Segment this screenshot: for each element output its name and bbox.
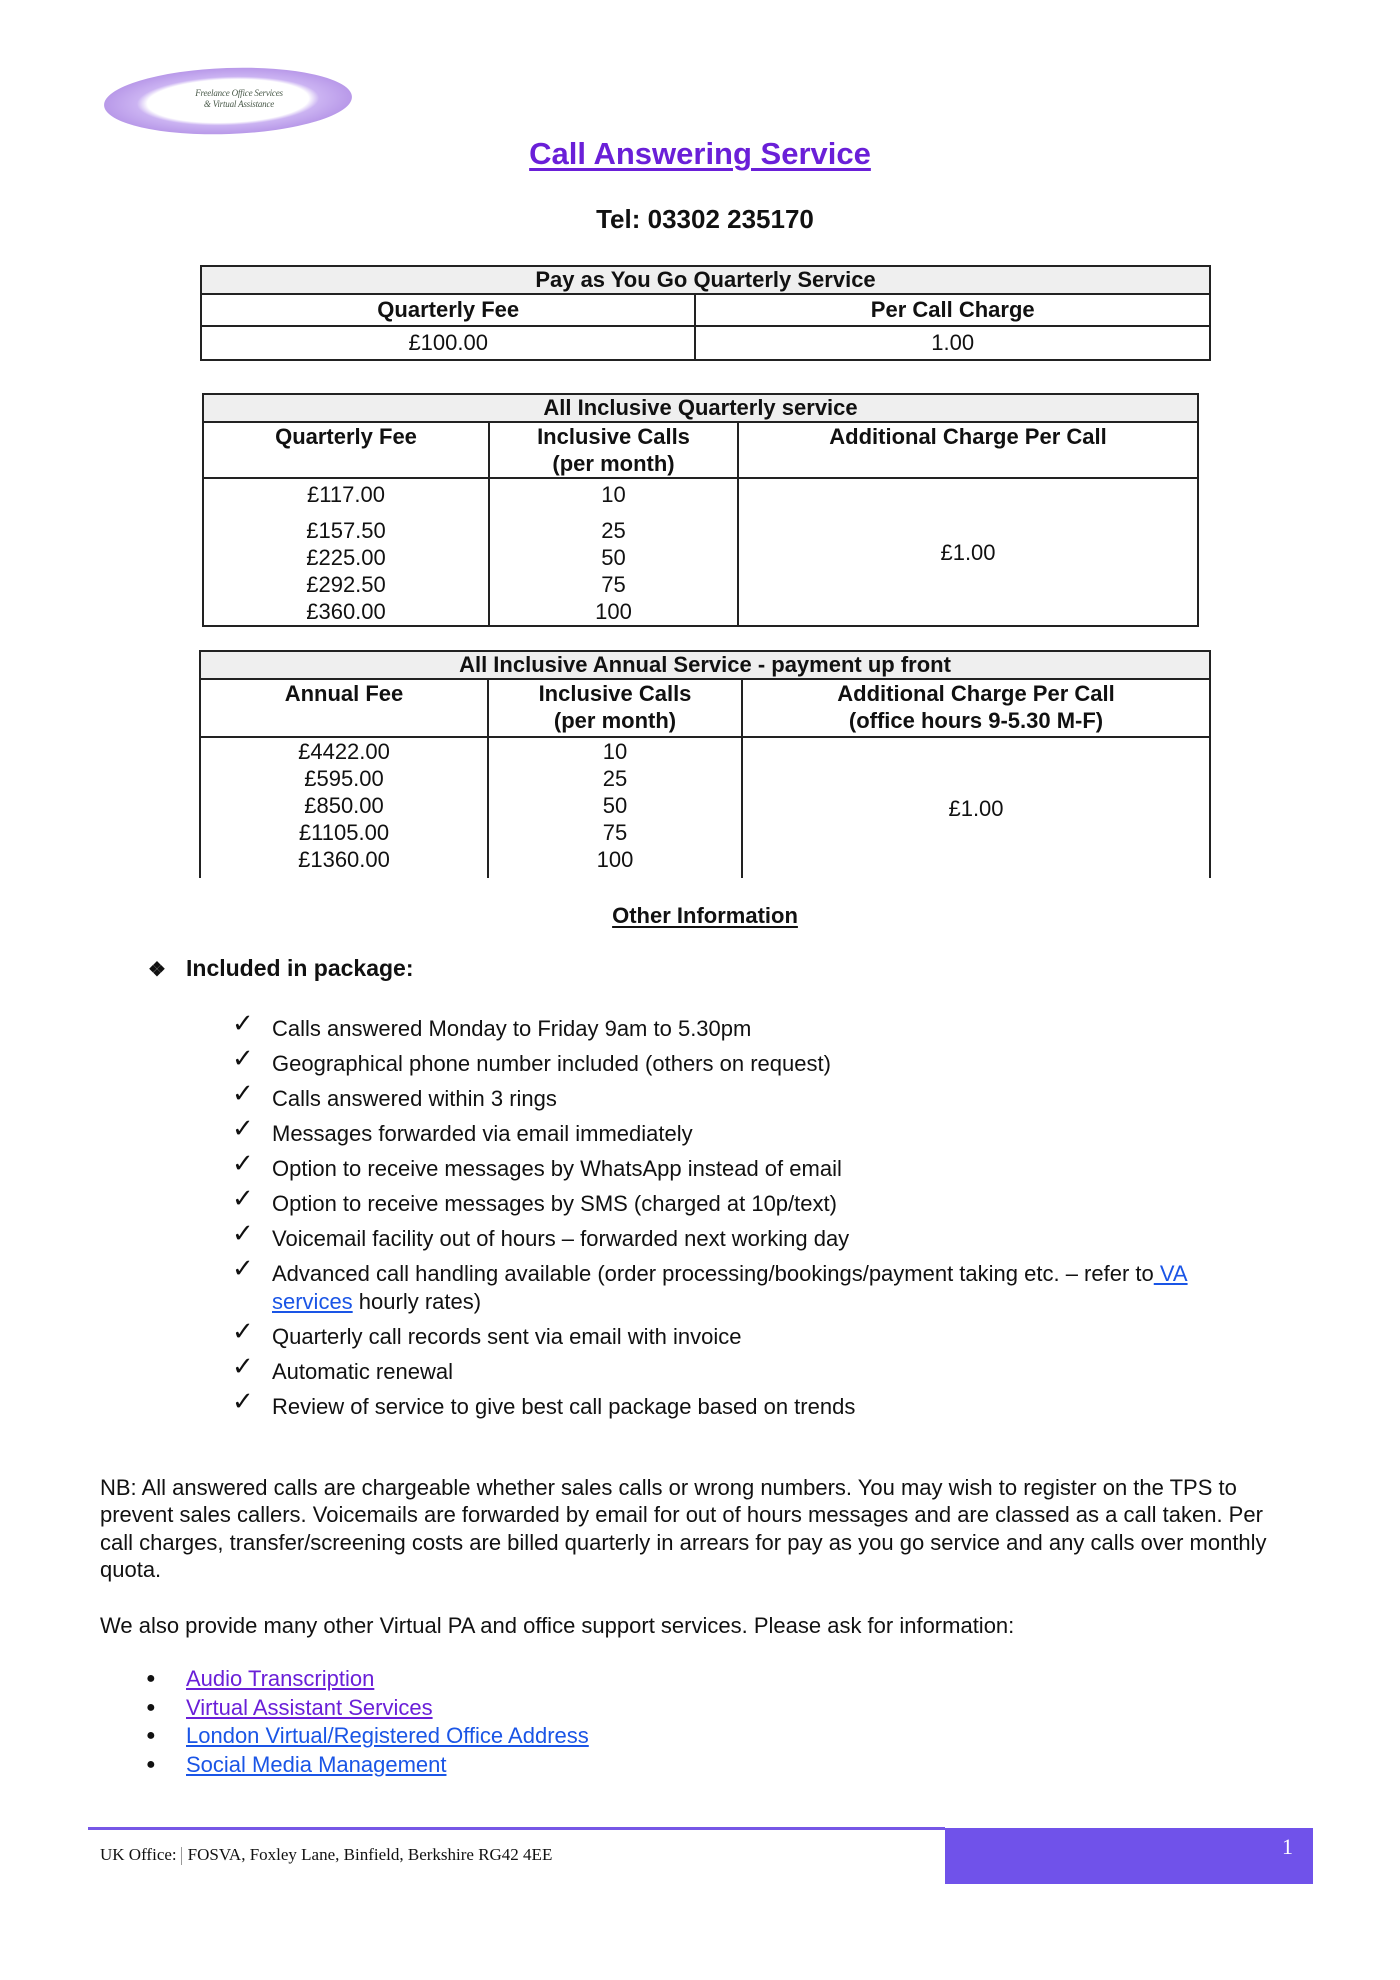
- list-item: ✓ Option to receive messages by SMS (charged at 10p/text): [232, 1184, 837, 1216]
- quarterly-calls: [489, 478, 738, 626]
- quarterly-caption: All Inclusive Quarterly service: [203, 394, 1198, 422]
- included-heading: ❖ Included in package:: [148, 955, 414, 981]
- payg-fee: £100.00: [201, 326, 695, 360]
- checkmark-icon: ✓: [232, 1114, 254, 1144]
- annual-table: [199, 650, 1211, 878]
- title-link[interactable]: Call Answering Service: [529, 136, 871, 171]
- checkmark-icon: ✓: [232, 1149, 254, 1179]
- list-item: 75: [601, 572, 626, 597]
- checkmark-icon: ✓: [232, 1254, 254, 1284]
- payg-table: [200, 265, 1211, 361]
- london-office-address-link[interactable]: London Virtual/Registered Office Address: [186, 1723, 589, 1748]
- bullet-icon: ●: [146, 1727, 156, 1744]
- virtual-assistant-services-link[interactable]: Virtual Assistant Services: [186, 1694, 433, 1720]
- list-item: ✓ Automatic renewal: [232, 1351, 453, 1384]
- list-item: [142, 1665, 589, 1694]
- list-item: ✓ Calls answered within 3 rings: [232, 1079, 557, 1111]
- list-item: 100: [595, 599, 632, 624]
- list-item: £1105.00: [298, 820, 390, 845]
- quarterly-header-additional: Additional Charge Per Call: [738, 422, 1198, 478]
- list-item: £157.50: [306, 518, 386, 543]
- annual-additional-charge: £1.00: [742, 737, 1210, 878]
- logo-text: Freelance Office Services & Virtual Assistance: [195, 88, 283, 109]
- list-item: 50: [601, 545, 626, 570]
- annual-header-fee: Annual Fee: [200, 679, 488, 737]
- payg-caption: Pay as You Go Quarterly Service: [201, 266, 1210, 294]
- telephone-number: Tel: 03302 235170: [596, 204, 814, 234]
- footer-separator: [181, 1847, 182, 1865]
- list-item: 10: [601, 482, 626, 507]
- checkmark-icon: ✓: [232, 1316, 254, 1347]
- bullet-icon: ●: [146, 1670, 156, 1687]
- list-item: 75: [602, 820, 628, 845]
- included-checklist: [232, 1009, 1292, 1428]
- checkmark-icon: ✓: [232, 1351, 254, 1382]
- list-item: 25: [601, 518, 626, 543]
- other-information-heading: Other Information: [612, 903, 798, 928]
- annual-calls: [488, 737, 742, 878]
- page-title: [0, 136, 1400, 172]
- company-logo: [104, 68, 352, 134]
- diamond-bullet-icon: ❖: [148, 959, 166, 981]
- list-item: ✓ Option to receive messages by WhatsApp instead of email: [232, 1149, 842, 1181]
- list-item: 100: [596, 847, 634, 872]
- list-item: £225.00: [306, 545, 386, 570]
- quarterly-additional-charge: £1.00: [738, 478, 1198, 626]
- audio-transcription-link[interactable]: Audio Transcription: [186, 1666, 375, 1691]
- checkmark-icon: ✓: [232, 1079, 254, 1109]
- bullet-icon: ●: [146, 1755, 156, 1773]
- list-item: ✓ Quarterly call records sent via email with invoice: [232, 1316, 742, 1349]
- list-item: 25: [602, 766, 628, 791]
- payg-header-fee: Quarterly Fee: [201, 294, 695, 326]
- list-item: £4422.00: [298, 739, 390, 764]
- footer-address: UK Office: FOSVA, Foxley Lane, Binfield, Berkshire RG42 4EE: [100, 1845, 553, 1864]
- va-services-link[interactable]: VA services: [272, 1261, 1188, 1314]
- list-item: [142, 1722, 589, 1751]
- payg-charge: 1.00: [695, 326, 1210, 360]
- list-item: £850.00: [304, 793, 384, 818]
- list-item: ✓ Calls answered Monday to Friday 9am to 5.30pm: [232, 1009, 752, 1041]
- list-item: ✓ Review of service to give best call package based on trends: [232, 1386, 856, 1419]
- list-item: 10: [602, 739, 628, 764]
- footer-divider: [88, 1827, 945, 1830]
- also-provide-text: We also provide many other Virtual PA and office support services. Please ask for information:: [100, 1613, 1015, 1638]
- social-media-management-link[interactable]: Social Media Management: [186, 1751, 447, 1777]
- nb-paragraph: NB: All answered calls are chargeable whether sales calls or wrong numbers. You may wish to register on the TPS to prevent sales callers. Voicemails are forwarded by email for out of hours messages and are classed as a call taken. Per call charges, transfer/screening costs are billed quarterly in arrears for pay as you go service and any calls over monthly quota.: [100, 1475, 1267, 1582]
- annual-caption: All Inclusive Annual Service - payment up front: [200, 651, 1210, 679]
- checkmark-icon: ✓: [232, 1044, 254, 1074]
- checkmark-icon: ✓: [232, 1009, 254, 1039]
- list-item: ✓ Voicemail facility out of hours – forwarded next working day: [232, 1219, 850, 1251]
- list-item: £292.50: [306, 572, 386, 597]
- annual-header-additional: Additional Charge Per Call (office hours 9-5.30 M-F): [742, 679, 1210, 737]
- list-item: £117.00: [307, 482, 385, 507]
- list-item: £595.00: [304, 766, 384, 791]
- annual-fees: [200, 737, 488, 878]
- checkmark-icon: ✓: [232, 1184, 254, 1214]
- payg-header-charge: Per Call Charge: [695, 294, 1210, 326]
- annual-header-calls: Inclusive Calls (per month): [488, 679, 742, 737]
- page-number: 1: [1282, 1834, 1293, 1859]
- checkmark-icon: ✓: [232, 1219, 254, 1249]
- list-item: ✓ Geographical phone number included (others on request): [232, 1044, 831, 1076]
- list-item: ✓ Messages forwarded via email immediately: [232, 1114, 693, 1146]
- quarterly-header-calls: Inclusive Calls (per month): [489, 422, 738, 478]
- quarterly-header-fee: Quarterly Fee: [203, 422, 489, 478]
- list-item: ✓ Advanced call handling available (order processing/bookings/payment taking etc. – refer to VA services hourly rates): [232, 1254, 1188, 1314]
- checkmark-icon: ✓: [232, 1386, 254, 1417]
- bullet-icon: ●: [146, 1698, 156, 1716]
- table-row: [201, 326, 1210, 360]
- quarterly-table: [202, 393, 1199, 627]
- list-item: [142, 1751, 589, 1780]
- list-item: £360.00: [306, 599, 386, 624]
- list-item: 50: [602, 793, 628, 818]
- list-item: £1360.00: [298, 847, 390, 872]
- quarterly-fees: [203, 478, 489, 626]
- list-item: [142, 1694, 589, 1723]
- page-number-box: [945, 1828, 1313, 1884]
- service-links-list: [142, 1665, 589, 1779]
